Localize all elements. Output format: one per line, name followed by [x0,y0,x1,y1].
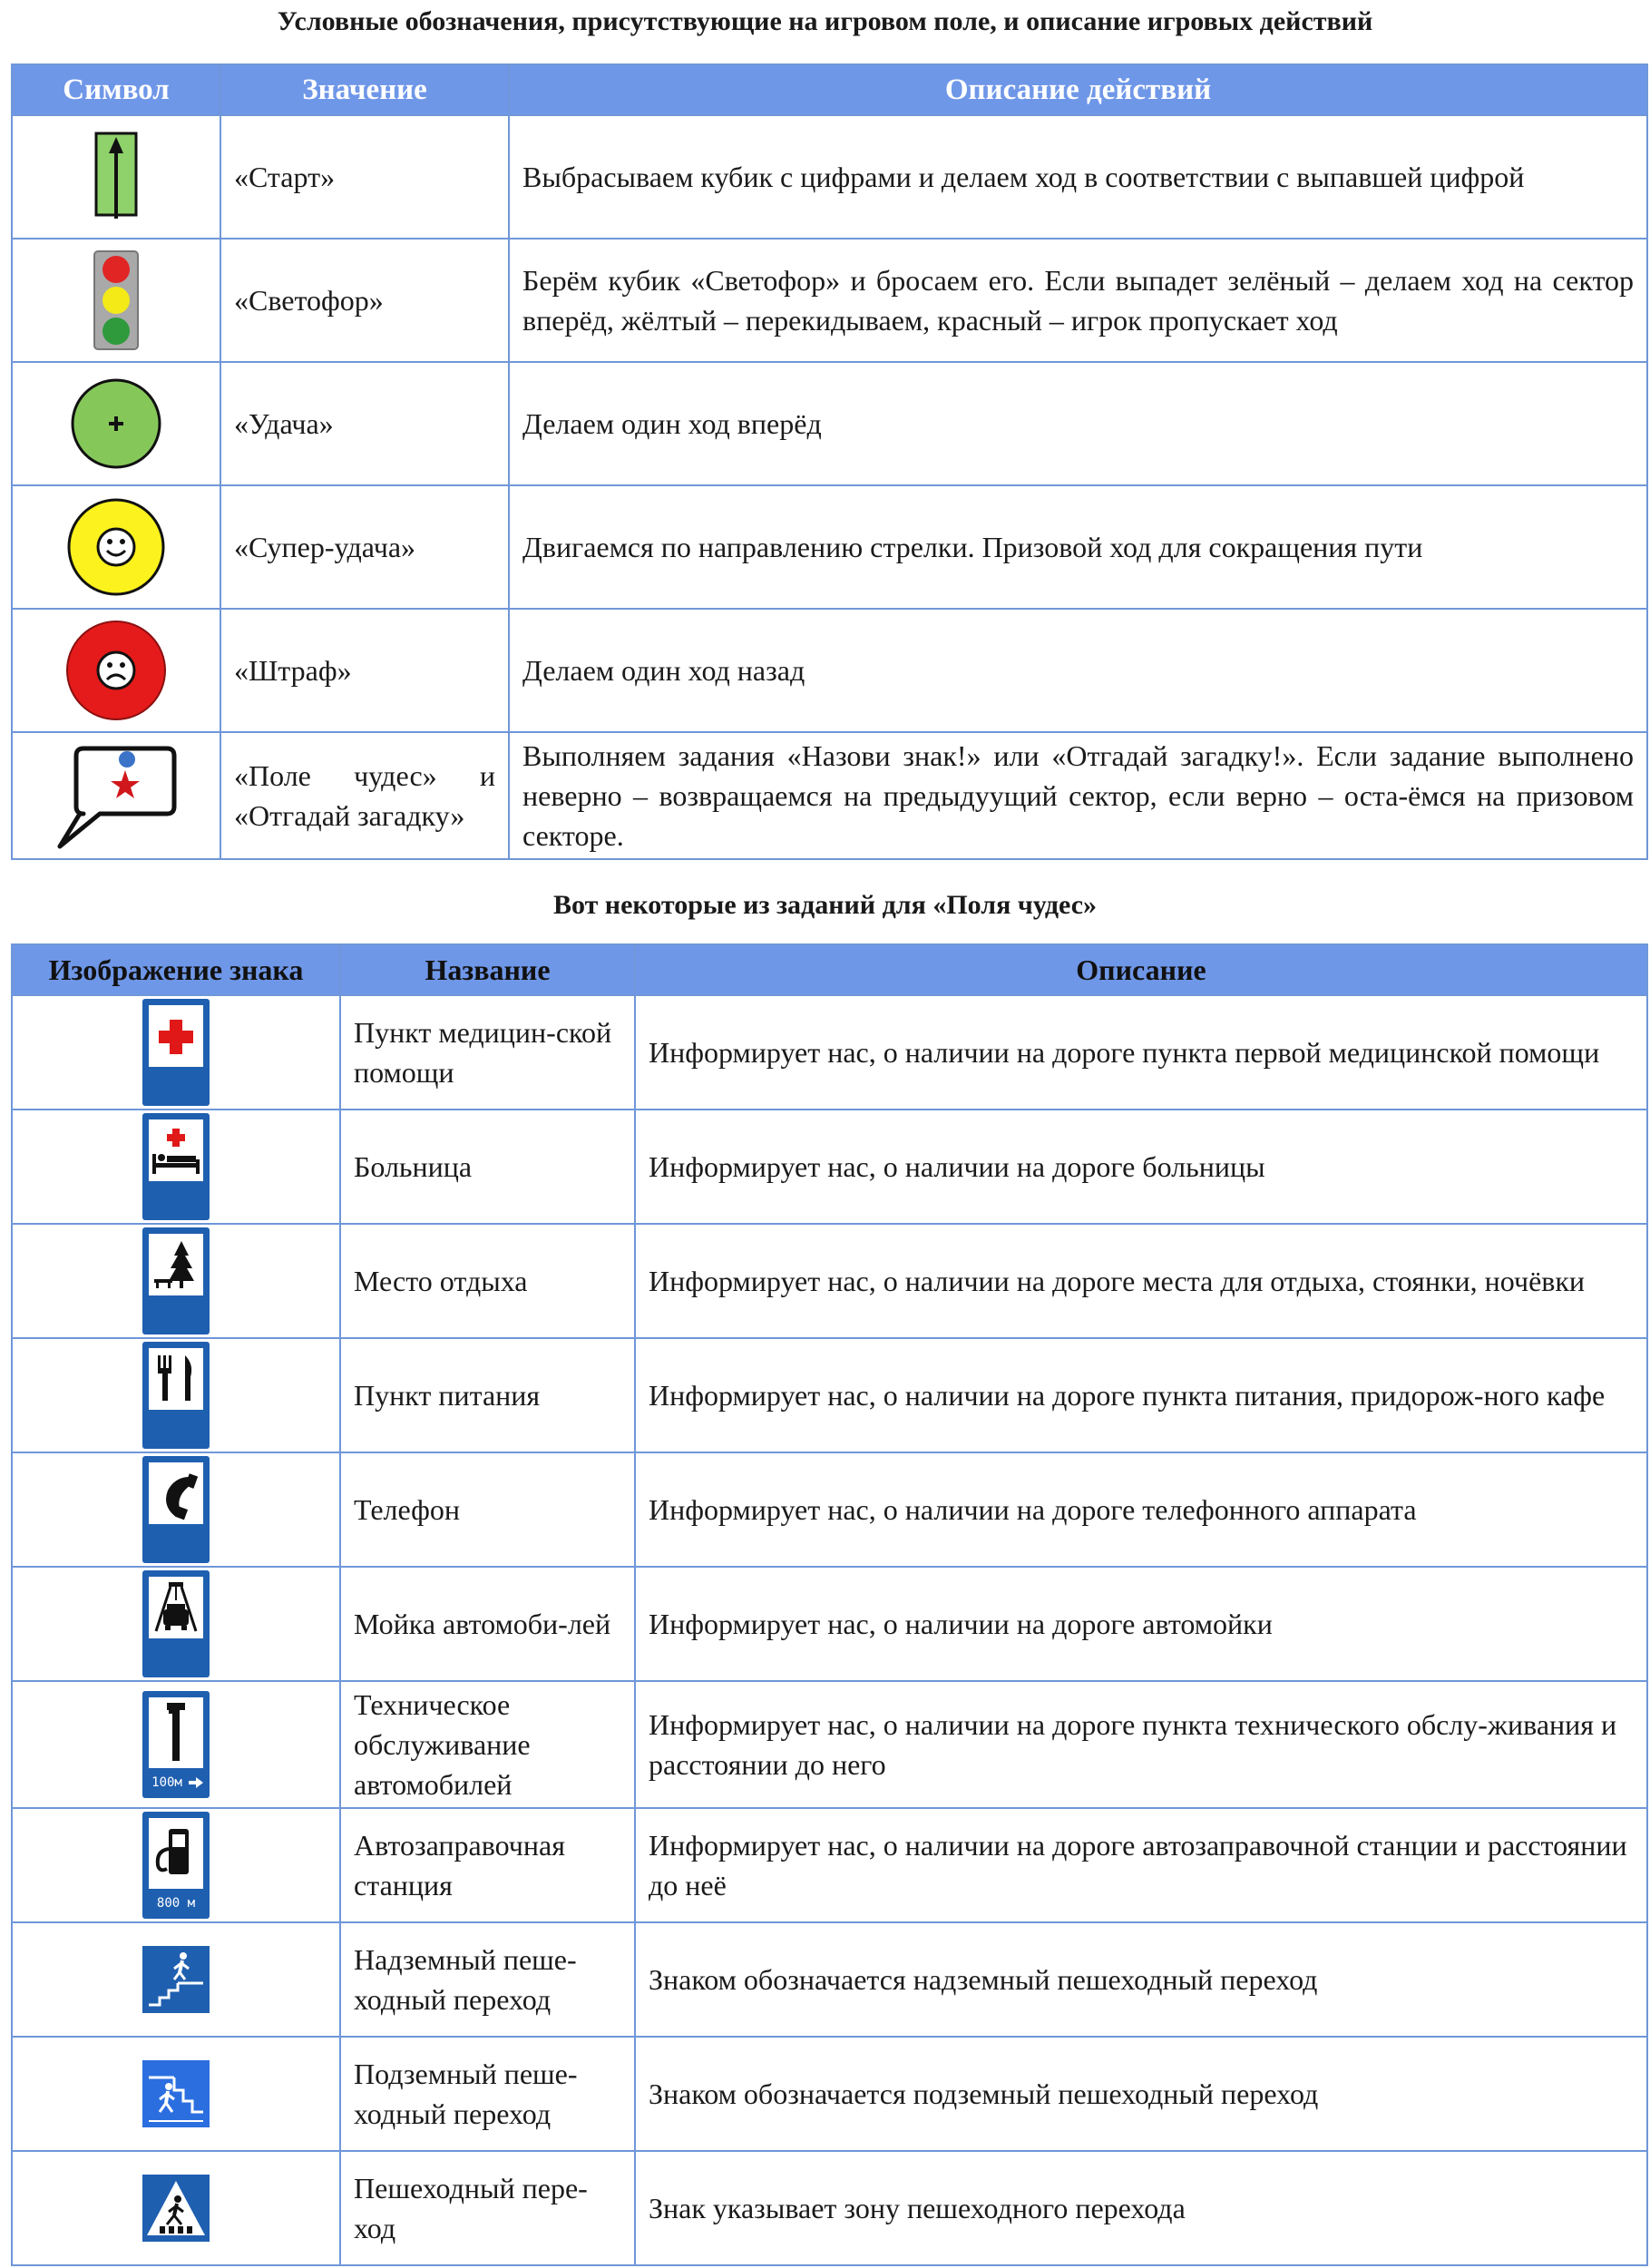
column-header-name: Название [340,944,635,995]
sign-cell [12,1567,340,1681]
table-row [12,1681,1647,1808]
sign-cell [12,1922,340,2037]
table-row [12,732,1647,859]
table-row [12,995,1647,1110]
underpass-crossing-sign-icon [142,2059,210,2128]
first-aid-sign-icon [142,998,210,1107]
table-row [12,609,1647,732]
traffic-light-icon [93,249,140,351]
description-cell: Знаком обозначается надземный пешеходный переход [635,1922,1647,2037]
column-header-description: Описание [635,944,1647,995]
meaning-cell: «Супер-удача» [220,485,509,609]
description-cell: Информирует нас, о наличии на дороге пункта питания, придорож-ного кафе [635,1338,1647,1452]
table-row [12,2151,1647,2265]
distance-plate-text: 800 м [156,1896,196,1911]
smiley-face-icon [65,496,167,598]
table-header-row [12,64,1647,115]
description-cell: Делаем один ход назад [509,609,1647,732]
meaning-cell: «Штраф» [220,609,509,732]
sign-cell [12,1338,340,1452]
name-cell: Автозаправочная станция [340,1808,635,1922]
table-row [12,115,1647,239]
description-cell: Информирует нас, о наличии на дороге автомойки [635,1567,1647,1681]
name-cell: Больница [340,1110,635,1224]
car-service-sign-icon [142,1690,210,1799]
name-cell: Место отдыха [340,1224,635,1338]
sign-cell [12,995,340,1110]
table-row [12,1452,1647,1567]
symbol-cell [12,732,220,859]
game-symbols-table [11,64,1648,860]
description-cell: Двигаемся по направлению стрелки. Призовой ход для сокращения пути [509,485,1647,609]
rest-area-sign-icon [142,1227,210,1335]
name-cell: Пункт медицин-ской помощи [340,995,635,1110]
description-cell: Делаем один ход вперёд [509,362,1647,485]
description-cell: Знак указывает зону пешеходного перехода [635,2151,1647,2265]
symbol-cell [12,485,220,609]
start-arrow-icon [89,132,143,222]
overpass-crossing-sign-icon [142,1945,210,2014]
symbol-cell [12,362,220,485]
pedestrian-crossing-sign-icon [142,2174,210,2243]
food-sign-icon [142,1341,210,1450]
meaning-cell: «Удача» [220,362,509,485]
column-header-symbol: Символ [12,64,220,115]
hospital-sign-icon [142,1112,210,1221]
meaning-cell: «Светофор» [220,239,509,362]
sign-cell [12,2151,340,2265]
table-row [12,1110,1647,1224]
table-row [12,1922,1647,2037]
table-row [12,1808,1647,1922]
name-cell: Пешеходный пере-ход [340,2151,635,2265]
distance-plate-text: 100м [151,1775,182,1790]
road-signs-table [11,943,1648,2266]
sign-cell [12,1224,340,1338]
description-cell: Информирует нас, о наличии на дороге больницы [635,1110,1647,1224]
description-cell: Берём кубик «Светофор» и бросаем его. Если выпадет зелёный – делаем ход на сектор вперёд, жёлтый – перекидываем, красный – игрок пропускает ход [509,239,1647,362]
column-header-meaning: Значение [220,64,509,115]
meaning-cell: «Старт» [220,115,509,239]
sign-cell [12,2037,340,2151]
name-cell: Подземный пеше-ходный переход [340,2037,635,2151]
page-title: Условные обозначения, присутствующие на игровом поле, и описание игровых действий [277,6,1373,36]
table-row [12,1224,1647,1338]
speech-bubble-star-icon [53,739,180,852]
car-wash-sign-icon [142,1569,210,1678]
symbol-cell [12,609,220,732]
description-cell: Выполняем задания «Назови знак!» или «Отгадай загадку!». Если задание выполнено неверно – возвращаемся на предыдуущий сектор, если верно – оста-ёмся на призовом секторе. [509,732,1647,859]
symbol-cell [12,115,220,239]
description-cell: Знаком обозначается подземный пешеходный переход [635,2037,1647,2151]
name-cell: Надземный пеше-ходный переход [340,1922,635,2037]
luck-plus-icon [69,376,163,471]
section-subtitle: Вот некоторые из заданий для «Поля чудес» [552,890,1098,920]
table-row [12,1338,1647,1452]
telephone-sign-icon [142,1455,210,1564]
table-row [12,362,1647,485]
description-cell: Информирует нас, о наличии на дороге пункта технического обслу-живания и расстоянии до него [635,1681,1647,1808]
fuel-station-sign-icon [142,1811,210,1920]
sign-cell [12,1110,340,1224]
table-row [12,239,1647,362]
symbol-cell [12,239,220,362]
sign-cell [12,1681,340,1808]
name-cell: Пункт питания [340,1338,635,1452]
sign-cell [12,1808,340,1922]
name-cell: Мойка автомоби-лей [340,1567,635,1681]
description-cell: Выбрасываем кубик с цифрами и делаем ход в соответствии с выпавшей цифрой [509,115,1647,239]
column-header-sign-image: Изображение знака [12,944,340,995]
description-cell: Информирует нас, о наличии на дороге пункта первой медицинской помощи [635,995,1647,1110]
description-cell: Информирует нас, о наличии на дороге места для отдыха, стоянки, ночёвки [635,1224,1647,1338]
sign-cell [12,1452,340,1567]
description-cell: Информирует нас, о наличии на дороге автозаправочной станции и расстоянии до неё [635,1808,1647,1922]
meaning-cell: «Поле чудес» и «Отгадай загадку» [220,732,509,859]
table-row [12,2037,1647,2151]
name-cell: Телефон [340,1452,635,1567]
column-header-description: Описание действий [509,64,1647,115]
name-cell: Техническое обслуживание автомобилей [340,1681,635,1808]
table-header-row [12,944,1647,995]
sad-face-icon [63,618,169,723]
description-cell: Информирует нас, о наличии на дороге телефонного аппарата [635,1452,1647,1567]
table-row [12,1567,1647,1681]
table-row [12,485,1647,609]
